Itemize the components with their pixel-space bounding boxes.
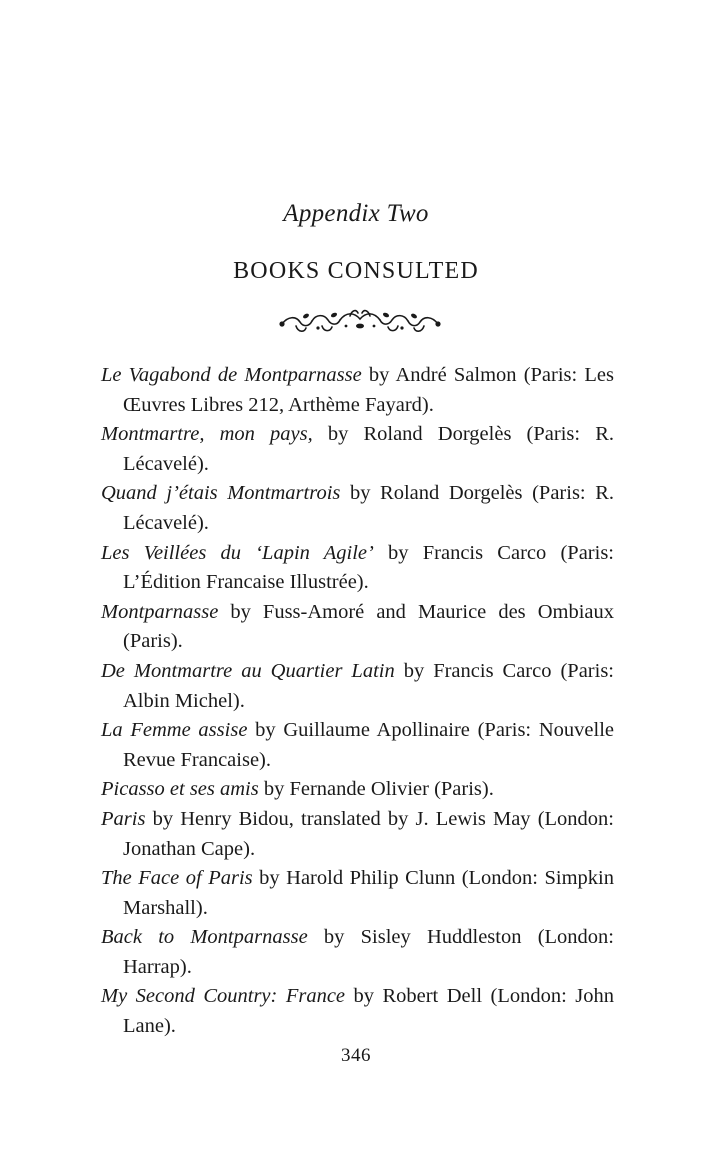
book-details: by André Salmon (Paris: Les Œuvres Libres 212, Arthème Fayard). xyxy=(123,364,614,416)
list-item xyxy=(101,716,614,775)
book-title: Paris xyxy=(101,807,146,830)
book-title: Picasso et ses amis xyxy=(101,778,259,801)
book-details: by Sisley Huddleston (London: Harrap). xyxy=(123,926,614,978)
book-title: De Montmartre au Quartier Latin xyxy=(101,659,395,682)
list-item xyxy=(101,805,614,864)
list-item xyxy=(101,361,614,420)
book-title: Montparnasse xyxy=(101,600,219,623)
list-item xyxy=(101,539,614,598)
book-title: The Face of Paris xyxy=(101,867,253,890)
list-item xyxy=(101,775,614,805)
list-item xyxy=(101,982,614,1041)
book-title: Le Vagabond de Montparnasse xyxy=(101,364,362,386)
book-details: by Robert Dell (London: John Lane). xyxy=(123,985,614,1038)
book-details: by Francis Carco (Paris: L’Édition Francaise Illustrée). xyxy=(123,541,614,594)
book-details: by Roland Dorgelès (Paris: R. Lécavelé). xyxy=(123,482,615,534)
book-details: by Henry Bidou, translated by J. Lewis May (London: Jonathan Cape). xyxy=(123,807,614,860)
list-item xyxy=(101,420,614,479)
book-details: by Fernande Olivier (Paris). xyxy=(258,778,494,801)
appendix-label: Appendix Two xyxy=(283,200,429,227)
book-details: by Harold Philip Clunn (London: Simpkin Marshall). xyxy=(123,867,614,919)
book-details: by Francis Carco (Paris: Albin Michel). xyxy=(123,659,614,712)
book-details: by Fuss-Amoré and Maurice des Ombiaux (Paris). xyxy=(123,600,614,653)
book-details: by Guillaume Apollinaire (Paris: Nouvelle Revue Francaise). xyxy=(123,719,614,771)
book-title: Les Veillées du ‘Lapin Agile’ xyxy=(101,541,374,564)
page-number: 346 xyxy=(341,1045,371,1066)
book-title: Montmartre, mon pays, xyxy=(101,423,313,446)
book-title: La Femme assise xyxy=(101,719,248,742)
floral-vine-ornament-icon xyxy=(276,306,444,336)
list-item xyxy=(101,864,614,923)
book-title: Quand j’étais Montmartrois xyxy=(101,482,341,505)
book-title: My Second Country: France xyxy=(101,985,346,1008)
bibliography-list xyxy=(101,361,614,1042)
list-item xyxy=(101,598,614,657)
list-item xyxy=(101,657,614,716)
page-title: BOOKS CONSULTED xyxy=(233,258,479,284)
list-item xyxy=(101,923,614,982)
book-details: by Roland Dorgelès (Paris: R. Lécavelé). xyxy=(123,423,614,475)
list-item xyxy=(101,479,614,538)
book-title: Back to Montparnasse xyxy=(101,926,308,949)
